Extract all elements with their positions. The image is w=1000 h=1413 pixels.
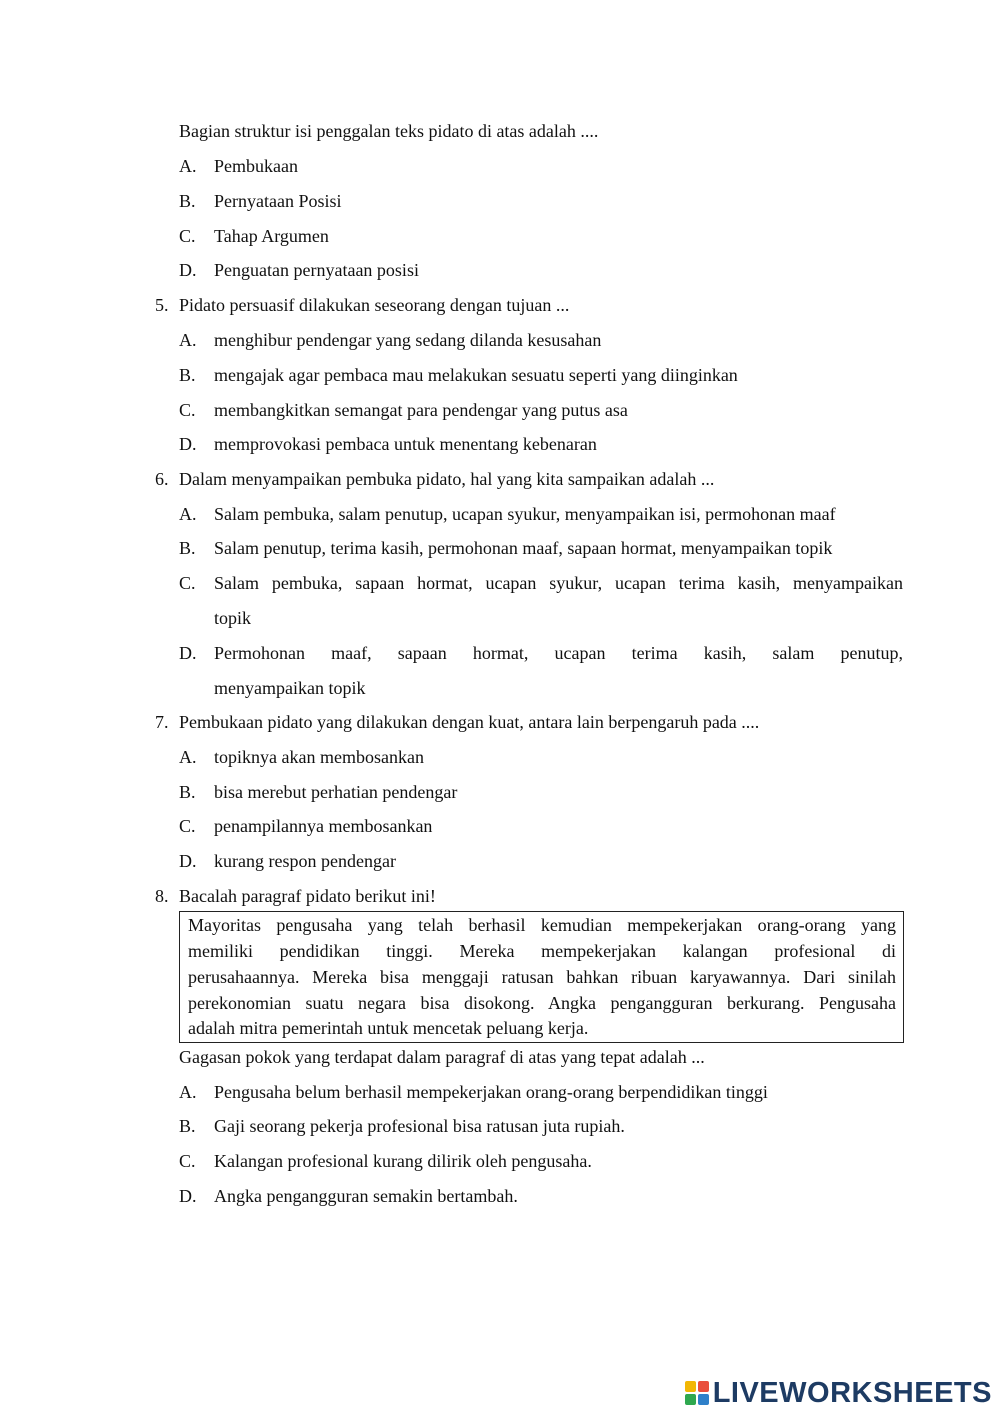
brand-name: LIVEWORKSHEETS [712,1377,992,1409]
q5-option-c[interactable]: membangkitkan semangat para pendengar yang putus asa [214,400,628,420]
q8-passage-line: memiliki pendidikan tinggi. Mereka mempekerjakan kalangan profesional di [188,941,896,961]
q7-stem: Pembukaan pidato yang dilakukan dengan kuat, antara lain berpengaruh pada .... [179,712,760,732]
q5-option-d[interactable]: memprovokasi pembaca untuk menentang kebenaran [214,434,597,454]
q4-option-b[interactable]: Pernyataan Posisi [214,191,342,211]
logo-tile-icon [698,1394,709,1405]
q8-option-d[interactable]: Angka pengangguran semakin bertambah. [214,1186,518,1206]
q8-question: Gagasan pokok yang terdapat dalam paragraf di atas yang tepat adalah ... [179,1047,705,1067]
q8-option-a-letter: A. [179,1082,197,1102]
q4-option-a-letter: A. [179,156,197,176]
q4-option-d[interactable]: Penguatan pernyataan posisi [214,260,419,280]
q6-option-d-line2[interactable]: menyampaikan topik [214,678,366,698]
q8-passage-line: Mayoritas pengusaha yang telah berhasil kemudian mempekerjakan orang-orang yang [188,915,896,935]
q8-option-c-letter: C. [179,1151,196,1171]
q6-option-d-line1[interactable]: Permohonan maaf, sapaan hormat, ucapan terima kasih, salam penutup, [214,643,903,663]
q6-option-c-letter: C. [179,573,196,593]
liveworksheets-logo[interactable] [685,1375,992,1411]
q5-stem: Pidato persuasif dilakukan seseorang dengan tujuan ... [179,295,570,315]
q6-option-b[interactable]: Salam penutup, terima kasih, permohonan maaf, sapaan hormat, menyampaikan topik [214,538,833,558]
q8-passage-line: perekonomian suatu negara bisa disokong. Angka pengangguran berkurang. Pengusaha [188,993,896,1013]
q5-number: 5. [155,295,169,315]
q6-option-c-line1[interactable]: Salam pembuka, sapaan hormat, ucapan syukur, ucapan terima kasih, menyampaikan [214,573,903,593]
q8-option-a[interactable]: Pengusaha belum berhasil mempekerjakan orang-orang berpendidikan tinggi [214,1082,768,1102]
q8-stem: Bacalah paragraf pidato berikut ini! [179,886,436,906]
q6-option-b-letter: B. [179,538,196,558]
q7-option-a[interactable]: topiknya akan membosankan [214,747,424,767]
q5-option-c-letter: C. [179,400,196,420]
q6-option-a-letter: A. [179,504,197,524]
logo-tile-icon [698,1381,709,1392]
q7-option-c-letter: C. [179,816,196,836]
q6-number: 6. [155,469,169,489]
q4-option-c[interactable]: Tahap Argumen [214,226,329,246]
q8-passage-line: perusahaannya. Mereka bisa menggaji ratusan bahkan ribuan karyawannya. Dari sinilah [188,967,896,987]
q8-passage-box [179,911,904,1043]
q4-stem: Bagian struktur isi penggalan teks pidato di atas adalah .... [179,121,599,141]
q6-stem: Dalam menyampaikan pembuka pidato, hal yang kita sampaikan adalah ... [179,469,715,489]
q8-passage-line: adalah mitra pemerintah untuk mencetak peluang kerja. [188,1018,589,1038]
q4-option-b-letter: B. [179,191,196,211]
q5-option-a[interactable]: menghibur pendengar yang sedang dilanda kesusahan [214,330,602,350]
logo-tiles-icon [685,1381,709,1405]
q7-option-c[interactable]: penampilannya membosankan [214,816,433,836]
q8-option-d-letter: D. [179,1186,197,1206]
q7-number: 7. [155,712,169,732]
logo-tile-icon [685,1381,696,1392]
q6-option-d-letter: D. [179,643,197,663]
q8-option-b-letter: B. [179,1116,196,1136]
q4-option-c-letter: C. [179,226,196,246]
q5-option-a-letter: A. [179,330,197,350]
q4-option-a[interactable]: Pembukaan [214,156,298,176]
q8-number: 8. [155,886,169,906]
q5-option-d-letter: D. [179,434,197,454]
q8-option-c[interactable]: Kalangan profesional kurang dilirik oleh pengusaha. [214,1151,592,1171]
q6-option-a[interactable]: Salam pembuka, salam penutup, ucapan syukur, menyampaikan isi, permohonan maaf [214,504,836,524]
q5-option-b-letter: B. [179,365,196,385]
q7-option-b[interactable]: bisa merebut perhatian pendengar [214,782,458,802]
q6-option-c-line2[interactable]: topik [214,608,252,628]
logo-tile-icon [685,1394,696,1405]
q7-option-b-letter: B. [179,782,196,802]
q8-option-b[interactable]: Gaji seorang pekerja profesional bisa ratusan juta rupiah. [214,1116,625,1136]
q4-option-d-letter: D. [179,260,197,280]
q7-option-d-letter: D. [179,851,197,871]
q7-option-a-letter: A. [179,747,197,767]
q5-option-b[interactable]: mengajak agar pembaca mau melakukan sesuatu seperti yang diinginkan [214,365,738,385]
q7-option-d[interactable]: kurang respon pendengar [214,851,396,871]
